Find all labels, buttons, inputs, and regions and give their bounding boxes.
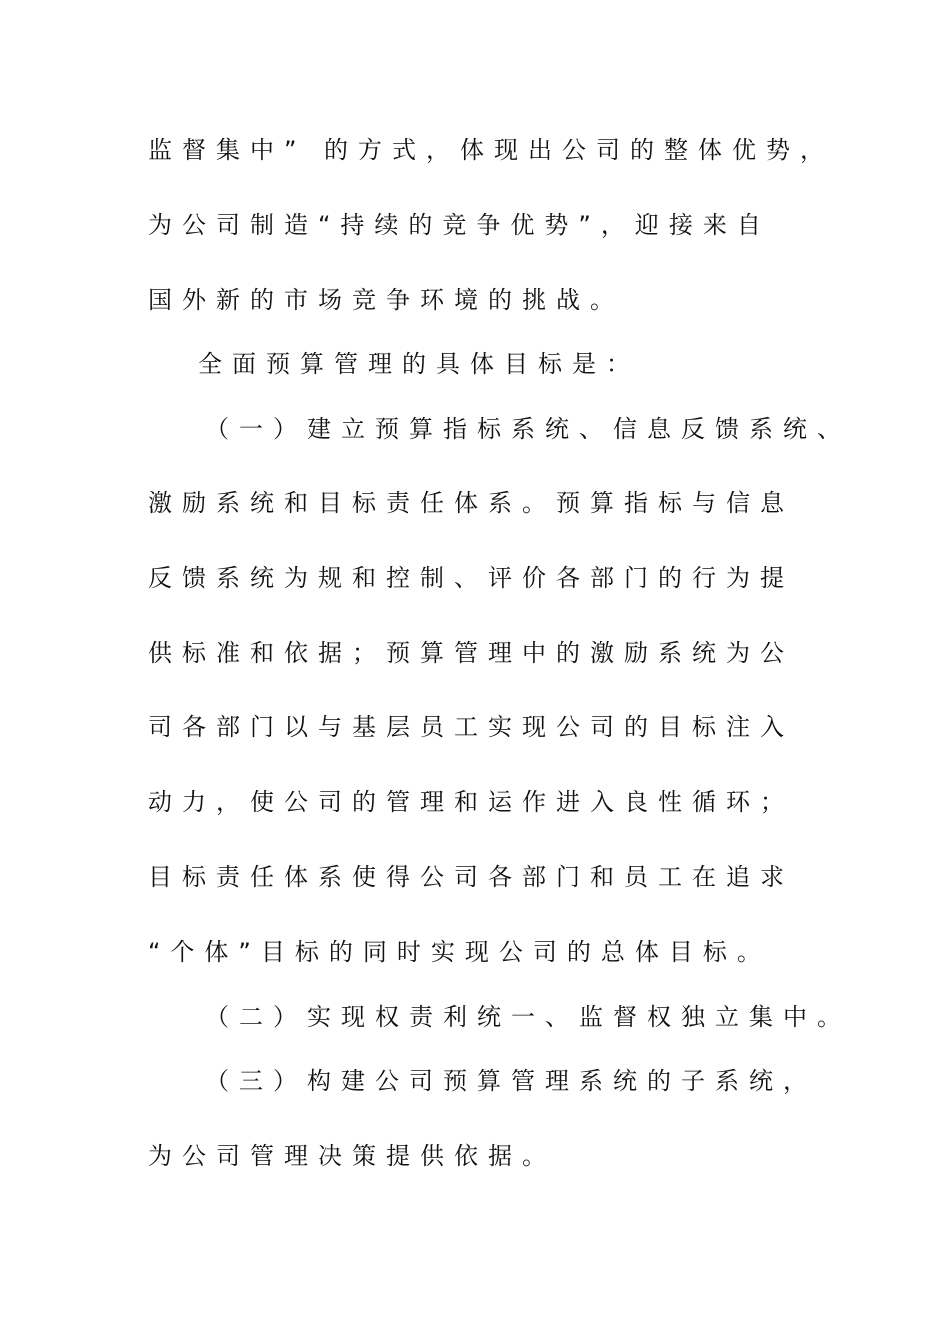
text-line: 供标准和依据；预算管理中的激励系统为公	[148, 639, 794, 667]
text-line: “个体”目标的同时实现公司的总体目标。	[148, 938, 771, 966]
text-line: 激励系统和目标责任体系。预算指标与信息	[148, 489, 794, 517]
text-line: 为公司制造“持续的竞争优势”，迎接来自	[148, 211, 771, 239]
text-line: （二）实现权责利统一、监督权独立集中。	[205, 1003, 851, 1031]
text-line: （三）构建公司预算管理系统的子系统，	[205, 1067, 817, 1095]
text-line: 反馈系统为规和控制、评价各部门的行为提	[148, 564, 794, 592]
text-line: 目标责任体系使得公司各部门和员工在追求	[148, 863, 794, 891]
section-heading: 全面预算管理的具体目标是：	[198, 350, 640, 378]
text-line: 监督集中” 的方式，体现出公司的整体优势，	[148, 136, 835, 164]
text-line: 司各部门以与基层员工实现公司的目标注入	[148, 713, 794, 741]
text-line: 国外新的市场竞争环境的挑战。	[148, 286, 624, 314]
text-line: （一）建立预算指标系统、信息反馈系统、	[205, 415, 851, 443]
text-line: 动力，使公司的管理和运作进入良性循环；	[148, 788, 794, 816]
text-line: 为公司管理决策提供依据。	[148, 1142, 556, 1170]
